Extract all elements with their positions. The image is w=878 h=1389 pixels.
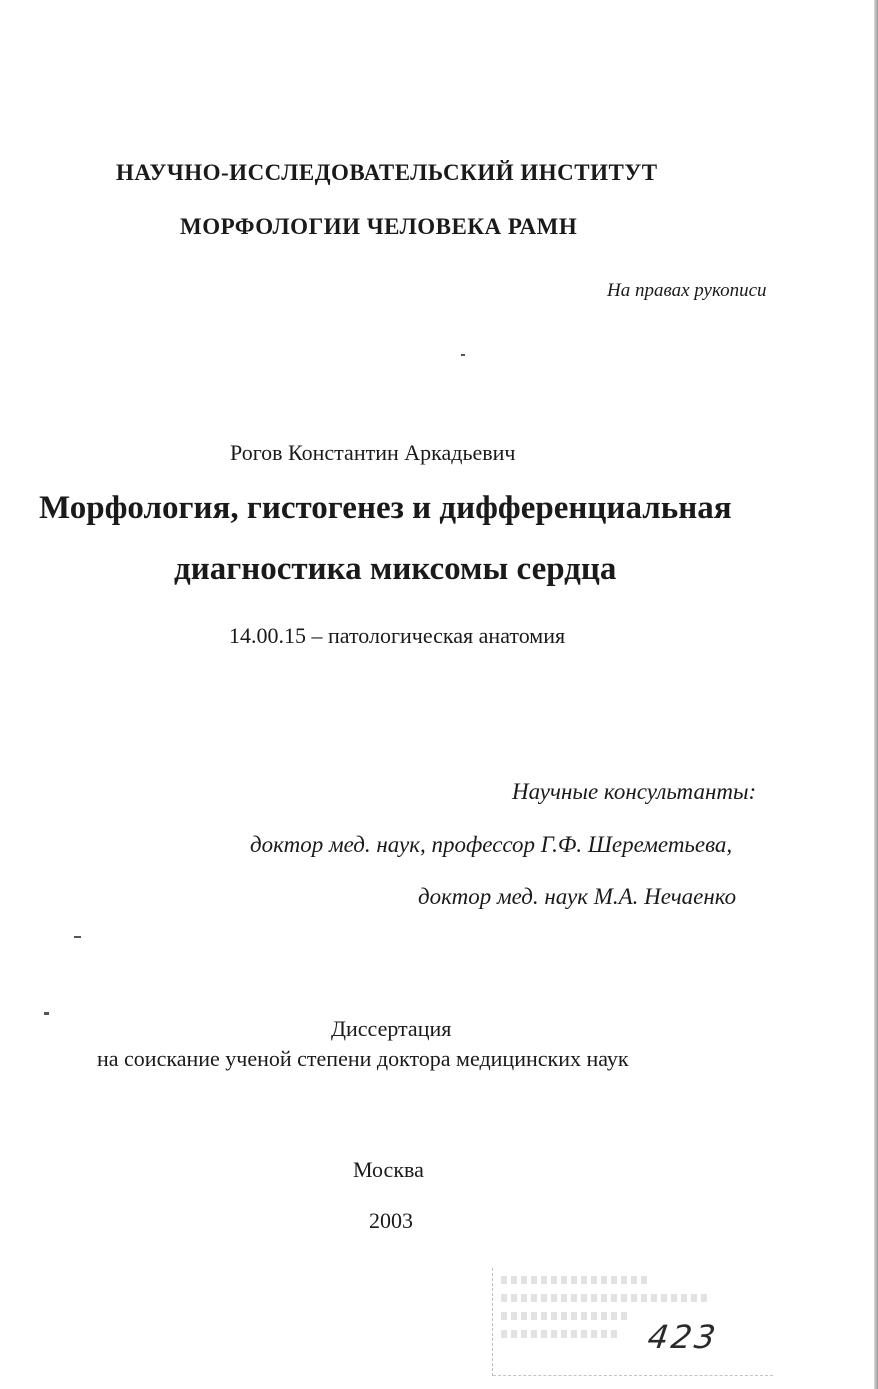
institute-name-line1: НАУЧНО-ИССЛЕДОВАТЕЛЬСКИЙ ИНСТИТУТ — [116, 160, 658, 185]
handwritten-number: 423 — [645, 1318, 721, 1356]
stamp-text-row — [501, 1294, 711, 1302]
stamp-text-row — [501, 1330, 621, 1338]
scan-speck — [44, 1012, 49, 1015]
author-name: Рогов Константин Аркадьевич — [230, 440, 516, 465]
consultants-heading: Научные консультанты: — [512, 779, 757, 804]
thesis-title-line1: Морфология, гистогенез и дифференциальная — [39, 490, 732, 526]
degree-description: на соискание ученой степени доктора медицинских наук — [97, 1046, 629, 1071]
stamp-text-row — [501, 1312, 631, 1320]
stamp-text-row — [501, 1276, 651, 1284]
institute-name-line2: МОРФОЛОГИИ ЧЕЛОВЕКА РАМН — [180, 214, 578, 239]
year: 2003 — [369, 1208, 413, 1233]
thesis-title-line2: диагностика миксомы сердца — [174, 551, 617, 587]
scan-speck — [74, 936, 81, 938]
consultant-2: доктор мед. наук М.А. Нечаенко — [418, 884, 737, 909]
city: Москва — [353, 1157, 424, 1182]
degree-type: Диссертация — [331, 1016, 452, 1041]
consultant-1: доктор мед. наук, профессор Г.Ф. Шереметьева, — [250, 832, 733, 857]
scan-edge — [874, 0, 878, 1389]
stamp-border — [493, 1374, 773, 1376]
specialty-code: 14.00.15 – патологическая анатомия — [229, 623, 566, 648]
manuscript-note: На правах рукописи — [607, 280, 767, 301]
scan-speck — [461, 354, 465, 356]
library-stamp — [492, 1268, 773, 1376]
